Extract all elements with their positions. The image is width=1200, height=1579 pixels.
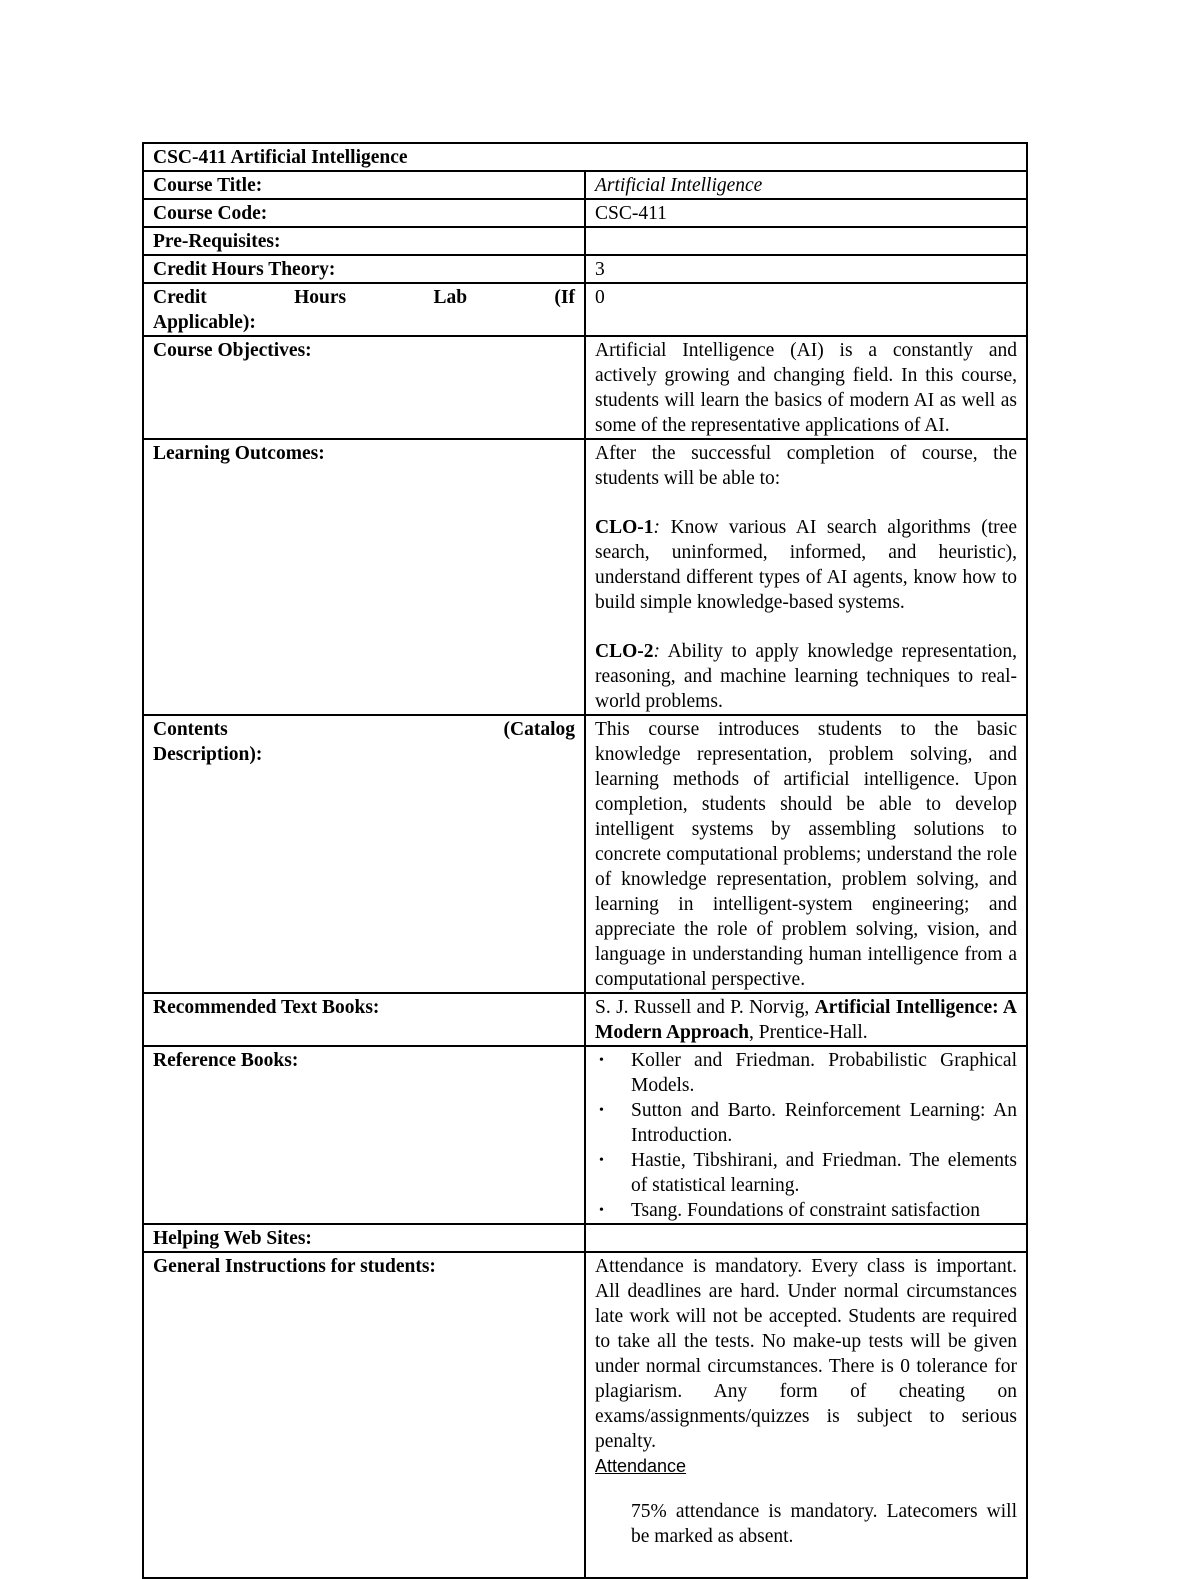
row-learning-outcomes [143, 439, 1027, 715]
credit-lab-value: 0 [585, 283, 1027, 336]
pre-requisites-value [585, 227, 1027, 255]
paragraph-gap [595, 491, 1017, 515]
row-instructions [143, 1252, 1027, 1578]
list-item [595, 1098, 1017, 1148]
contents-label [143, 715, 585, 993]
course-outline-table [142, 142, 1028, 1579]
web-sites-value [585, 1224, 1027, 1252]
row-reference-books [143, 1046, 1027, 1224]
contents-value: This course introduces students to the basic knowledge representation, problem solving, and learning methods of artificial intelligence. Upon completion, students should be able to develop intelligent systems by assembling solutions to concrete computational problems; understand the role of knowledge representation, problem solving, and learning in intelligent-system engineering; and appreciate the role of problem solving, vision, and language in understanding human intelligence from a computational perspective. [585, 715, 1027, 993]
web-sites-label: Helping Web Sites: [143, 1224, 585, 1252]
outcomes-value [585, 439, 1027, 715]
list-item [595, 1148, 1017, 1198]
list-item [595, 1198, 1017, 1223]
reference-book: Koller and Friedman. Probabilistic Graphical Models. [631, 1050, 1017, 1096]
reference-book: Tsang. Foundations of constraint satisfaction [631, 1200, 981, 1221]
credit-theory-value: 3 [585, 255, 1027, 283]
row-objectives [143, 336, 1027, 439]
row-contents [143, 715, 1027, 993]
text-books-label: Recommended Text Books: [143, 993, 585, 1046]
row-web-sites [143, 1224, 1027, 1252]
clo-2-text: Ability to apply knowledge representation, reasoning, and machine learning techniques to real-world problems. [595, 641, 1017, 712]
attendance-text: 75% attendance is mandatory. Latecomers will be marked as absent. [631, 1501, 1017, 1547]
row-course-code [143, 199, 1027, 227]
bullet-icon: • [599, 1103, 604, 1118]
course-header: CSC-411 Artificial Intelligence [143, 143, 1027, 171]
clo-2-tag: CLO-2 [595, 641, 654, 662]
outcomes-intro: After the successful completion of course, the students will be able to: [595, 443, 1017, 489]
credit-theory-label: Credit Hours Theory: [143, 255, 585, 283]
clo-2-colon: : [653, 641, 660, 662]
credit-lab-label-line1: Credit Hours Lab (If [153, 287, 575, 308]
credit-lab-label-line2: Applicable): [153, 312, 256, 333]
credit-lab-label [143, 283, 585, 336]
course-code-label: Course Code: [143, 199, 585, 227]
reference-book: Sutton and Barto. Reinforcement Learning: An Introduction. [631, 1100, 1017, 1146]
course-title-label: Course Title: [143, 171, 585, 199]
text-books-value [585, 993, 1027, 1046]
course-code-value: CSC-411 [585, 199, 1027, 227]
instructions-text: Attendance is mandatory. Every class is important. All deadlines are hard. Under normal circumstances late work will not be accepted. Students are required to take all the tests. No make-up tests will be given under normal circumstances. There is 0 tolerance for plagiarism. Any form of cheating on exams/assignments/quizzes is subject to serious penalty. [595, 1256, 1017, 1452]
reference-books-label: Reference Books: [143, 1046, 585, 1224]
instructions-value [585, 1252, 1027, 1578]
text-book-title: Artificial Intelligence: A Modern Approach [595, 997, 1017, 1043]
row-credit-lab [143, 283, 1027, 336]
clo-1 [595, 515, 1017, 615]
contents-label-line1: Contents (Catalog [153, 719, 575, 740]
contents-label-line2: Description): [153, 744, 263, 765]
list-item [595, 1048, 1017, 1098]
text-book-authors: S. J. Russell and P. Norvig, [595, 997, 815, 1018]
reference-books-list [595, 1048, 1017, 1223]
bullet-icon: • [599, 1053, 604, 1068]
pre-requisites-label: Pre-Requisites: [143, 227, 585, 255]
row-pre-requisites [143, 227, 1027, 255]
objectives-value: Artificial Intelligence (AI) is a constantly and actively growing and changing field. In this course, students will learn the basics of modern AI as well as some of the representative applications of AI. [585, 336, 1027, 439]
clo-1-text: Know various AI search algorithms (tree search, uninformed, informed, and heuristic), understand different types of AI agents, know how to build simple knowledge-based systems. [595, 517, 1017, 613]
clo-1-colon: : [653, 517, 660, 538]
clo-2 [595, 639, 1017, 714]
bullet-icon: • [599, 1153, 604, 1168]
attendance-heading: Attendance [595, 1456, 687, 1476]
header-row [143, 143, 1027, 171]
course-title-value: Artificial Intelligence [585, 171, 1027, 199]
row-course-title [143, 171, 1027, 199]
outcomes-label: Learning Outcomes: [143, 439, 585, 715]
clo-1-tag: CLO-1 [595, 517, 654, 538]
bullet-icon: • [599, 1203, 604, 1218]
reference-book: Hastie, Tibshirani, and Friedman. The elements of statistical learning. [631, 1150, 1017, 1196]
row-text-books [143, 993, 1027, 1046]
text-book-publisher: , Prentice-Hall. [749, 1022, 868, 1043]
objectives-label: Course Objectives: [143, 336, 585, 439]
reference-books-value [585, 1046, 1027, 1224]
row-credit-theory [143, 255, 1027, 283]
instructions-label: General Instructions for students: [143, 1252, 585, 1578]
paragraph-gap [595, 615, 1017, 639]
